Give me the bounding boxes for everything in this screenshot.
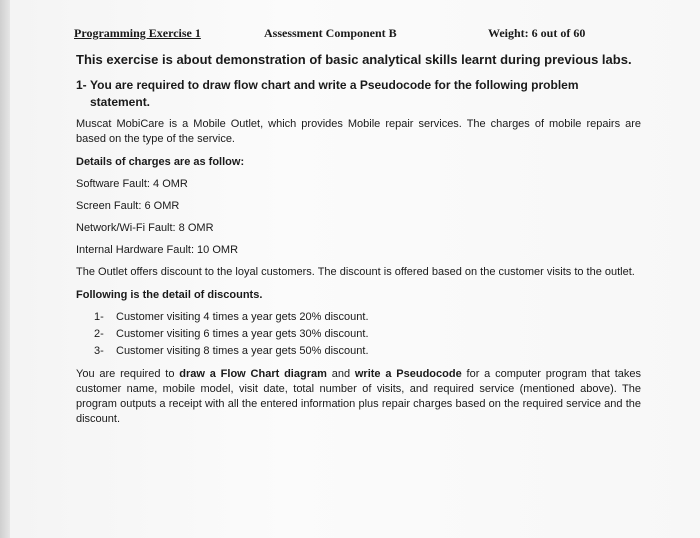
intro-paragraph: This exercise is about demonstration of basic analytical skills learnt during previous labs. (76, 52, 632, 67)
discount-item (94, 310, 641, 325)
description-paragraph: Muscat MobiCare is a Mobile Outlet, which provides Mobile repair services. The charges of mobile repairs are based on the type of the service. (76, 118, 641, 145)
discount-text: Customer visiting 8 times a year gets 50% discount. (116, 345, 369, 357)
page-edge-shadow (0, 0, 10, 538)
charge-item: Screen Fault: 6 OMR (76, 200, 180, 212)
discount-intro-paragraph: The Outlet offers discount to the loyal customers. The discount is offered based on the customer visits to the outlet. (76, 266, 635, 278)
document-header (74, 26, 634, 44)
assessment-component: Assessment Component B (264, 26, 397, 40)
charge-item: Network/Wi-Fi Fault: 8 OMR (76, 222, 214, 234)
discount-list (76, 310, 641, 359)
discount-number: 1- (94, 311, 104, 323)
task-text: and (326, 368, 355, 380)
task-text: for a computer program that takes customer name, mobile model, visit date, total number of visits, and required service (mentioned above). The program outputs a receipt with all the entered information plus repair charges based on the required service and the discount. (76, 368, 641, 425)
discount-item (94, 344, 641, 359)
task-paragraph (76, 367, 641, 427)
discount-item (94, 327, 641, 342)
question-heading (76, 77, 641, 111)
discount-text: Customer visiting 4 times a year gets 20% discount. (116, 311, 369, 323)
task-emphasis: write a Pseudocode (354, 368, 462, 380)
exercise-title: Programming Exercise 1 (74, 26, 201, 40)
charges-heading: Details of charges are as follow: (76, 156, 245, 168)
task-text: You are required to (76, 368, 180, 380)
discount-heading: Following is the detail of discounts. (76, 289, 263, 301)
document-body (76, 50, 641, 435)
question-text: You are required to draw flow chart and write a Pseudocode for the following problem statement. (90, 78, 579, 109)
charge-item: Software Fault: 4 OMR (76, 178, 188, 190)
discount-number: 3- (94, 345, 104, 357)
task-emphasis: draw a Flow Chart diagram (179, 368, 327, 380)
discount-text: Customer visiting 6 times a year gets 30% discount. (116, 328, 369, 340)
discount-number: 2- (94, 328, 104, 340)
weight-label: Weight: 6 out of 60 (488, 26, 586, 40)
question-number: 1- (76, 78, 87, 92)
charge-item: Internal Hardware Fault: 10 OMR (76, 244, 239, 256)
